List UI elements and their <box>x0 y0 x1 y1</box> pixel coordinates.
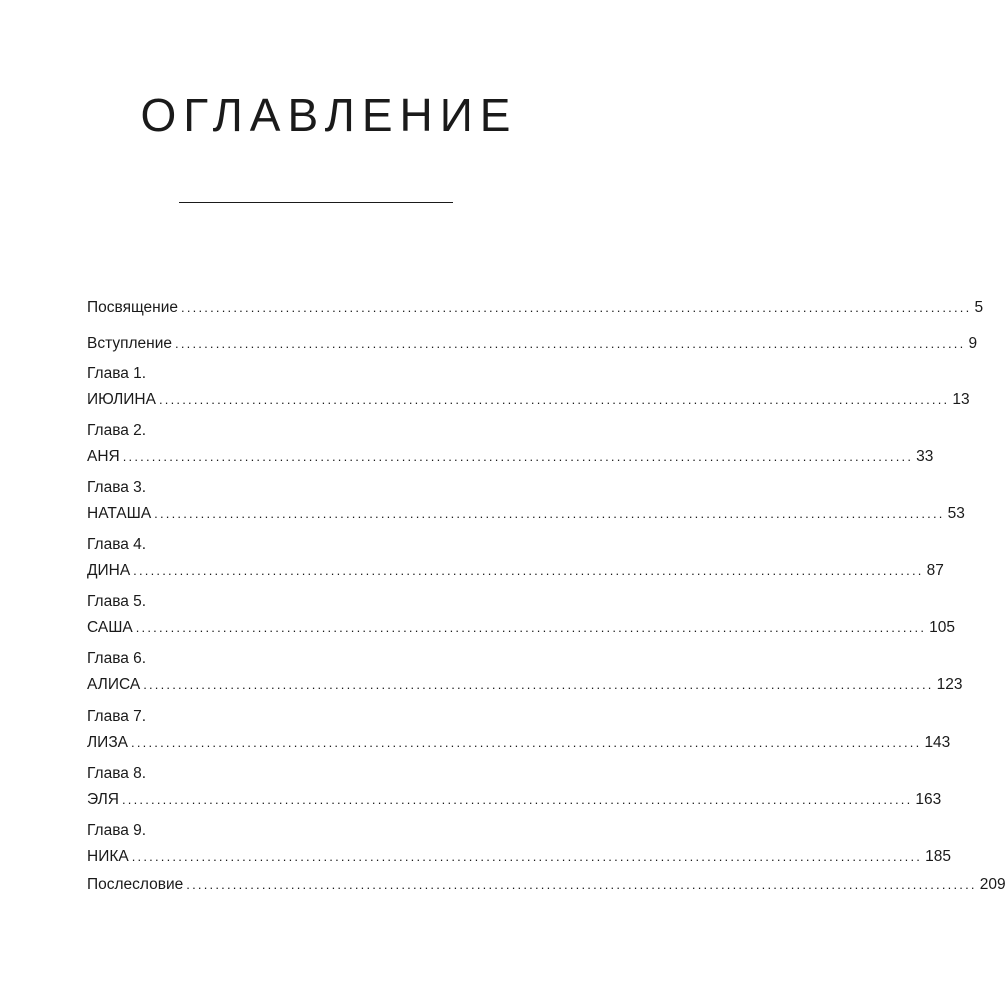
title-divider <box>179 202 453 203</box>
toc-entry-page: 87 <box>926 562 944 579</box>
toc-entry-chapter-9[interactable] <box>87 822 951 865</box>
toc-entry-name: НИКА <box>87 848 129 865</box>
toc-line <box>87 619 956 636</box>
toc-entry-page: 33 <box>916 448 934 465</box>
toc-entry-chapter-3[interactable] <box>87 479 965 522</box>
toc-entry-chapter-4[interactable] <box>87 536 944 579</box>
chapter-label: Глава 6. <box>87 650 147 667</box>
chapter-label: Глава 4. <box>87 536 147 553</box>
toc-line <box>87 448 934 465</box>
toc-entry-name: Вступление <box>87 335 173 352</box>
toc-entry-afterword[interactable] <box>87 876 1006 893</box>
toc-line <box>87 335 978 352</box>
dot-leader: ........................................................................................................................................ <box>143 677 934 692</box>
dot-leader: ........................................................................................................................................ <box>186 877 977 892</box>
dot-leader: ........................................................................................................................................ <box>122 449 914 464</box>
toc-line <box>87 562 944 579</box>
chapter-label: Глава 9. <box>87 822 147 839</box>
dot-leader: ........................................................................................................................................ <box>154 506 945 521</box>
toc-entry-name: НАТАША <box>87 505 152 522</box>
toc-entry-name: САША <box>87 619 133 636</box>
toc-entry-chapter-5[interactable] <box>87 593 956 636</box>
toc-entry-name: ИЮЛИНА <box>87 391 156 408</box>
toc-entry-page: 13 <box>952 391 970 408</box>
toc-entry-name: ЭЛЯ <box>87 791 119 808</box>
toc-line <box>87 848 951 865</box>
toc-line <box>87 299 984 316</box>
dot-leader: ........................................................................................................................................ <box>158 392 950 407</box>
toc-entry-dedication[interactable] <box>87 299 984 316</box>
chapter-label: Глава 1. <box>87 365 147 382</box>
toc-entry-name: Послесловие <box>87 876 184 893</box>
dot-leader: ........................................................................................................................................ <box>131 849 923 864</box>
toc-entry-page: 185 <box>925 848 951 865</box>
toc-entry-name: ДИНА <box>87 562 131 579</box>
chapter-label: Глава 7. <box>87 708 147 725</box>
toc-entry-chapter-1[interactable] <box>87 365 970 408</box>
toc-entry-page: 9 <box>968 335 978 352</box>
toc-line <box>87 791 942 808</box>
toc-entry-chapter-8[interactable] <box>87 765 942 808</box>
page-title: ОГЛАВЛЕНИЕ <box>140 89 518 141</box>
toc-entry-name: АЛИСА <box>87 676 141 693</box>
toc-entry-chapter-2[interactable] <box>87 422 934 465</box>
toc-entry-name: АНЯ <box>87 448 120 465</box>
toc-line <box>87 734 951 751</box>
toc-line <box>87 876 1006 893</box>
toc-entry-introduction[interactable] <box>87 335 978 352</box>
toc-entry-page: 123 <box>936 676 963 693</box>
chapter-label: Глава 3. <box>87 479 147 496</box>
dot-leader: ........................................................................................................................................ <box>131 735 922 750</box>
toc-entry-page: 5 <box>974 299 984 316</box>
dot-leader: ........................................................................................................................................ <box>133 563 924 578</box>
chapter-label: Глава 8. <box>87 765 147 782</box>
chapter-label: Глава 2. <box>87 422 147 439</box>
toc-line <box>87 505 965 522</box>
dot-leader: ........................................................................................................................................ <box>181 300 972 315</box>
dot-leader: ........................................................................................................................................ <box>175 336 966 351</box>
toc-entry-page: 53 <box>947 505 965 522</box>
toc-entry-chapter-6[interactable] <box>87 650 963 693</box>
toc-entry-page: 209 <box>979 876 1006 893</box>
dot-leader: ........................................................................................................................................ <box>135 620 927 635</box>
toc-entry-name: ЛИЗА <box>87 734 129 751</box>
dot-leader: ........................................................................................................................................ <box>122 792 913 807</box>
toc-entry-chapter-7[interactable] <box>87 708 951 751</box>
toc-entry-page: 163 <box>915 791 942 808</box>
toc-entry-page: 105 <box>929 619 956 636</box>
toc-line <box>87 676 963 693</box>
chapter-label: Глава 5. <box>87 593 147 610</box>
toc-entry-page: 143 <box>924 734 951 751</box>
toc-line <box>87 391 970 408</box>
toc-entry-name: Посвящение <box>87 299 179 316</box>
